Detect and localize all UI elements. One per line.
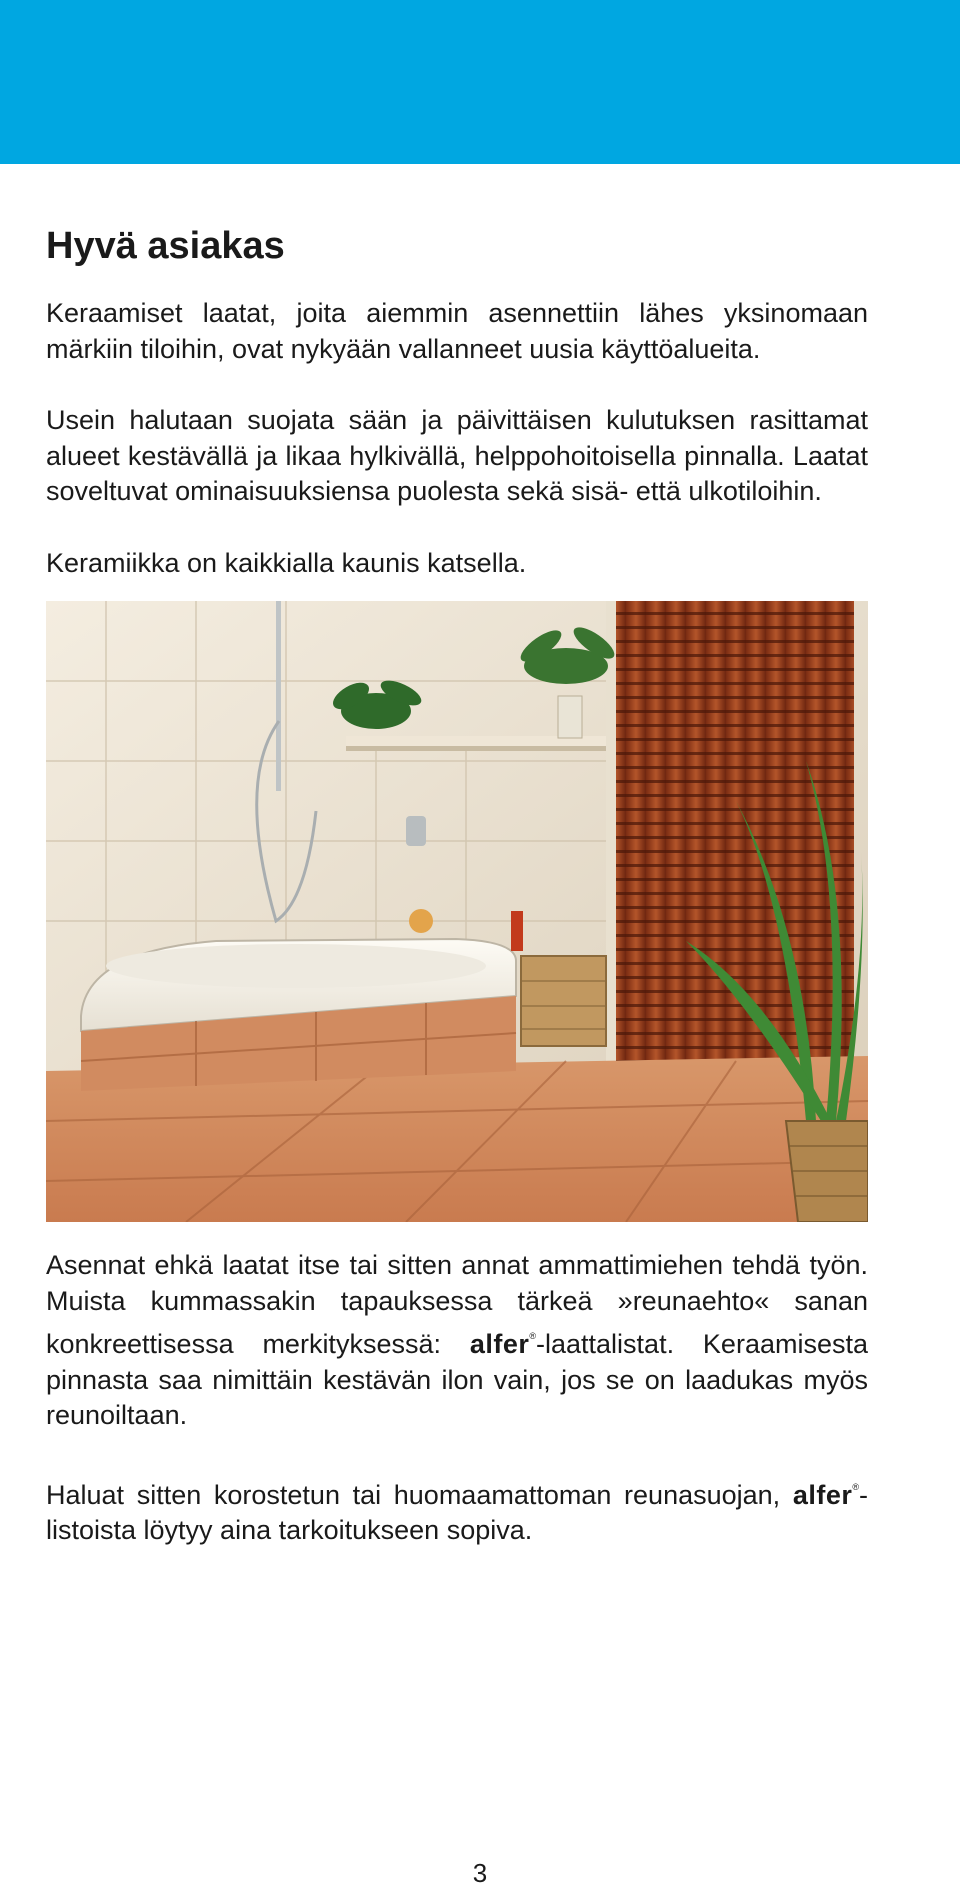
bathroom-photo [46, 601, 868, 1222]
registered-mark-2: ® [852, 1481, 859, 1492]
brand-name-alfer: alfer [469, 1329, 530, 1359]
main-content [46, 222, 868, 1549]
installation-text-start: Asennat ehkä laatat itse tai sitten annat ammattimiehen tehdä työn. Muista kummassakin tapauksessa tärkeä »reunaehto« sanan konkreettisessa merkityksessä: [46, 1250, 868, 1359]
installation-paragraph [46, 1248, 868, 1434]
installation-text-end: -laattalistat. Keraamisesta pinnasta saa nimittäin kestävän ilon vain, jos se on laadukas myös reunoiltaan. [46, 1329, 868, 1430]
edge-text-end: -listoista löytyy aina tarkoitukseen sopiva. [46, 1479, 868, 1545]
page-number: 3 [472, 1858, 488, 1888]
intro-paragraph: Keraamiset laatat, joita aiemmin asennettiin lähes yksinomaan märkiin tiloihin, ovat nykyään vallanneet uusia käyttöalueita. [46, 298, 868, 364]
edge-text-start: Haluat sitten korostetun tai huomaamattoman reunasuojan, [46, 1479, 793, 1510]
brand-name-alfer-2: alfer [792, 1479, 853, 1510]
tagline-paragraph: Keramiikka on kaikkialla kaunis katsella. [46, 547, 527, 578]
header-color-bar [0, 0, 960, 164]
registered-mark: ® [529, 1331, 537, 1341]
page-title: Hyvä asiakas [46, 225, 285, 267]
edge-protection-paragraph [46, 1470, 868, 1549]
usage-paragraph: Usein halutaan suojata sään ja päivittäisen kulutuksen rasittamat alueet kestävällä ja likaa hylkivällä, helppohoitoisella pinnalla. Laatat soveltuvat ominaisuuksiensa puolesta sekä sisä- että ulkotiloihin. [46, 405, 868, 506]
